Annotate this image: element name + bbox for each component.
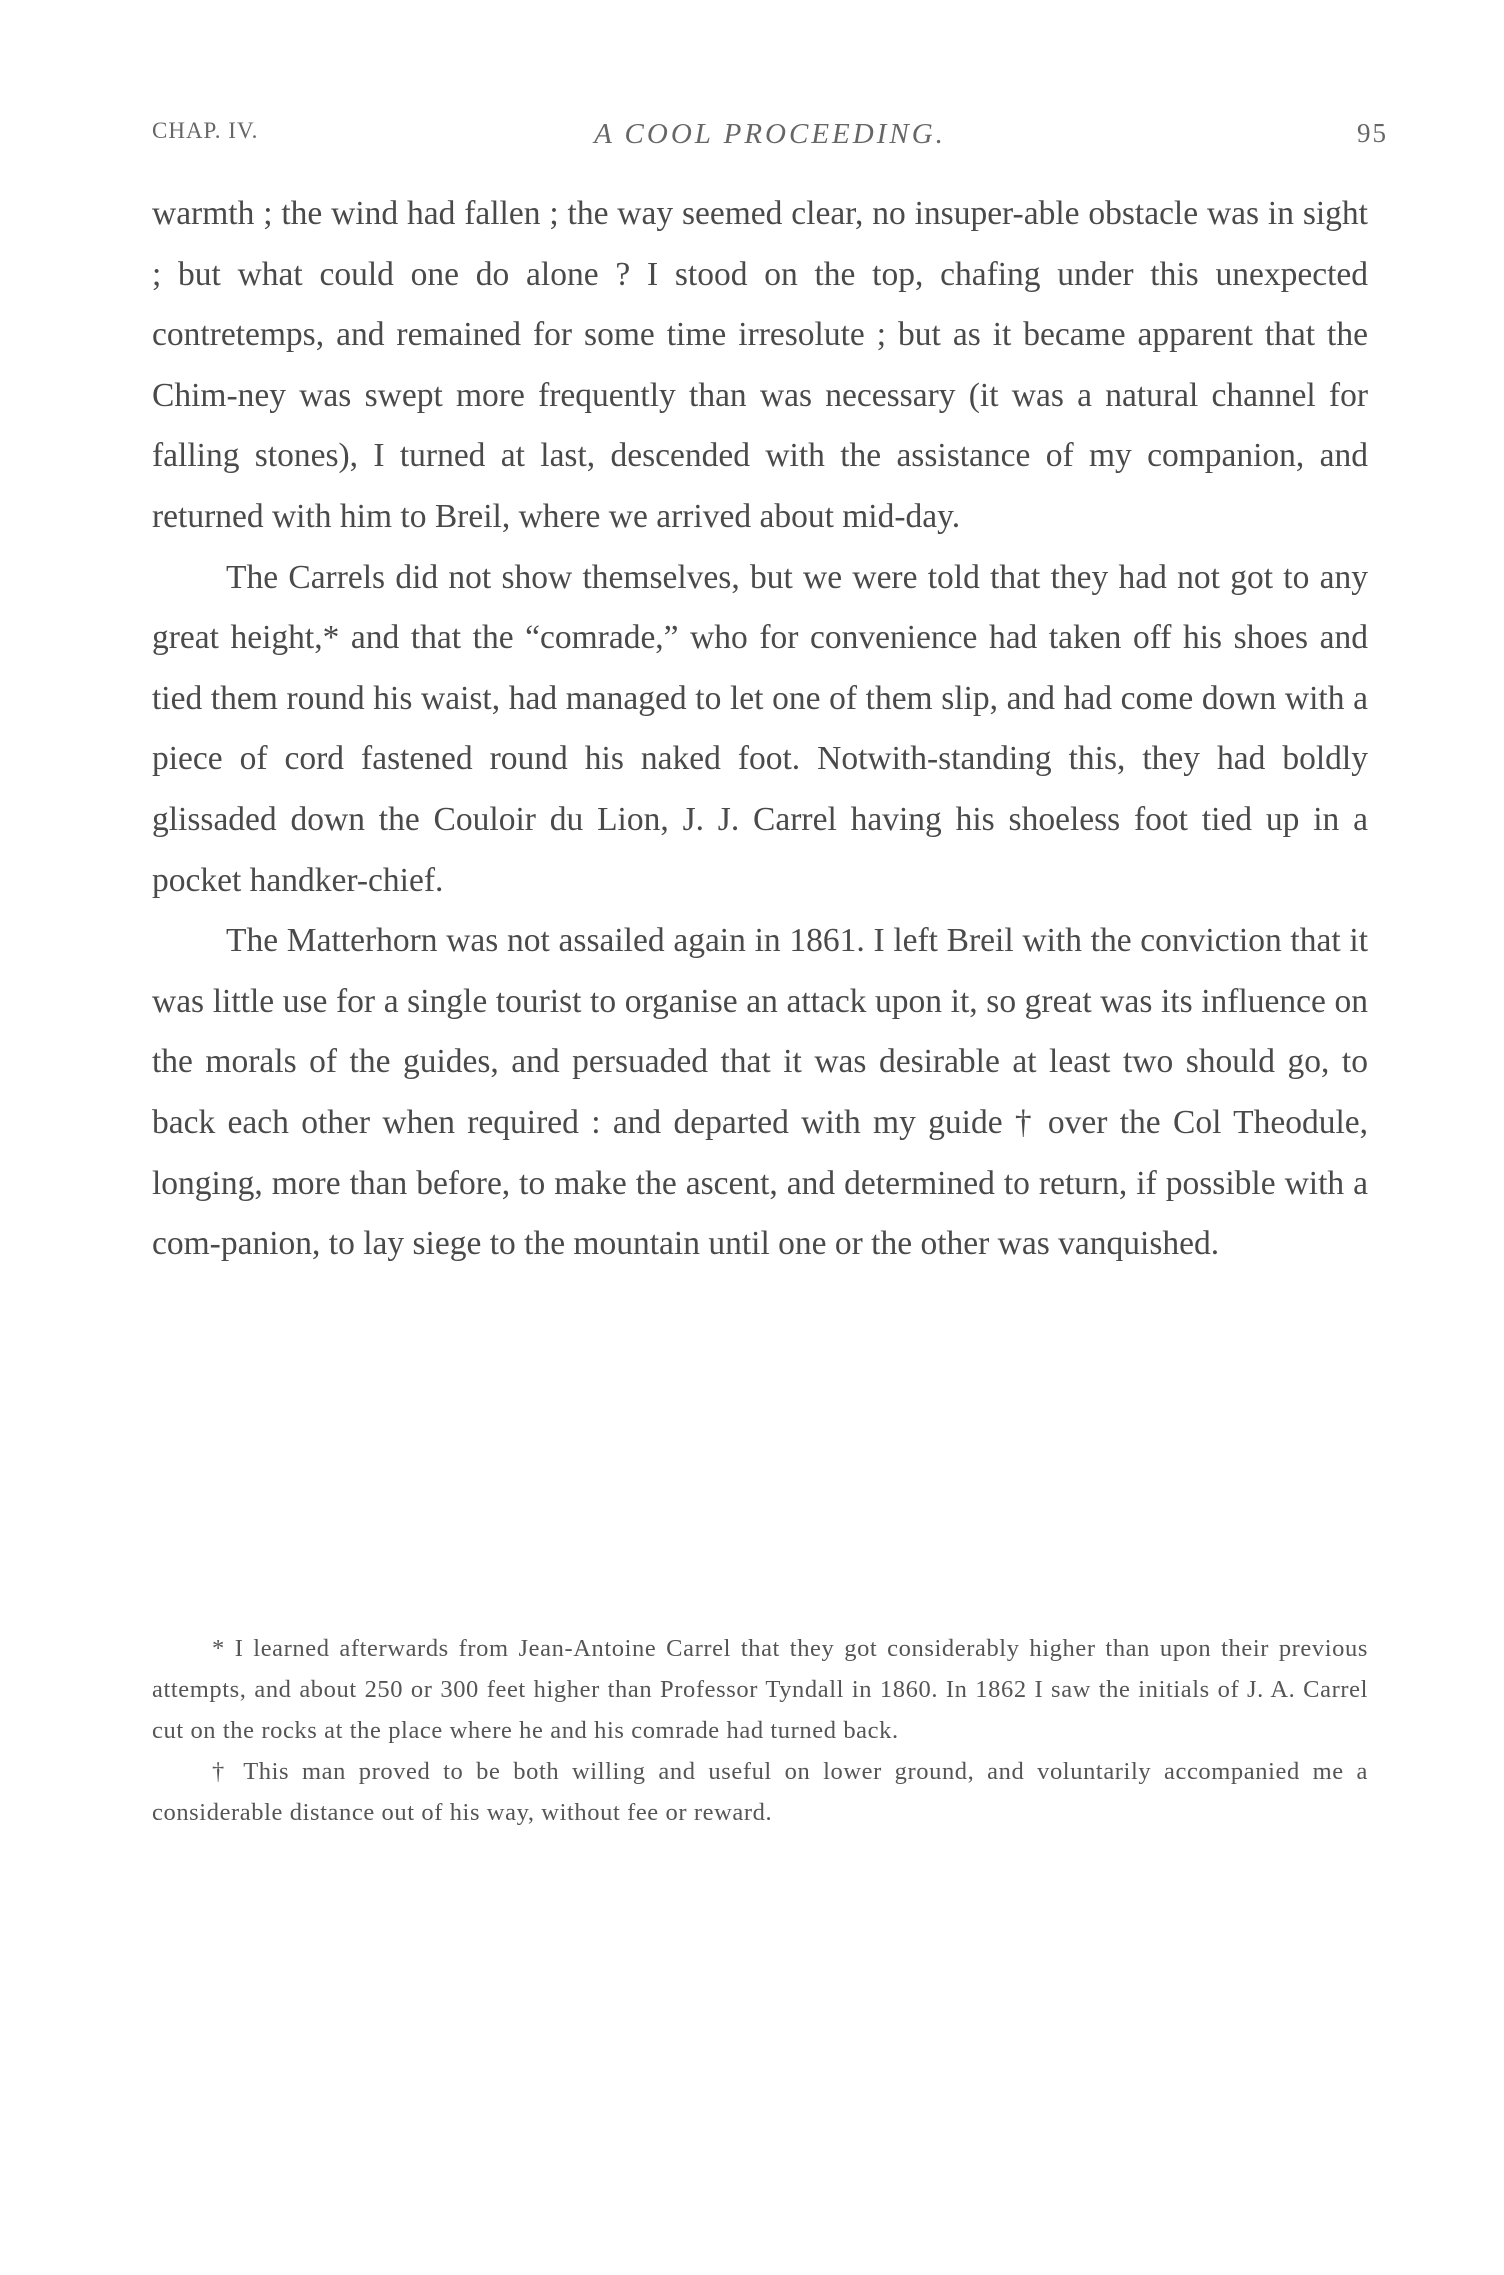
page-number: 95 <box>1357 118 1388 148</box>
paragraph: warmth ; the wind had fallen ; the way seemed clear, no insuper-able obstacle was in sight ; but what could one do alone ? I stood on the top, chafing under this unexpected contretemps, and remained for some time irresolute ; but as it became apparent that the Chim-ney was swept more frequently than was necessary (it was a natural channel for falling stones), I turned at last, descended with the assistance of my companion, and returned with him to Breil, where we arrived about mid-day. <box>152 195 1368 535</box>
body-text <box>152 184 1368 1275</box>
running-head <box>152 118 1388 158</box>
footnotes <box>152 1628 1368 1833</box>
footnote: † This man proved to be both willing and useful on lower ground, and voluntarily accompanied me a considerable distance out of his way, without fee or reward. <box>152 1758 1368 1826</box>
running-title: A COOL PROCEEDING. <box>594 118 946 150</box>
paragraph: The Matterhorn was not assailed again in 1861. I left Breil with the conviction that it was little use for a single tourist to organise an attack upon it, so great was its influence on the morals of the guides, and persuaded that it was desirable at least two should go, to back each other when required : and departed with my guide † over the Col Theodule, longing, more than before, to make the ascent, and determined to return, if possible with a com-panion, to lay siege to the mountain until one or the other was vanquished. <box>152 922 1368 1263</box>
chapter-label: CHAP. IV. <box>152 118 259 143</box>
footnote: * I learned afterwards from Jean-Antoine Carrel that they got considerably higher than upon their previous attempts, and about 250 or 300 feet higher than Professor Tyndall in 1860. In 1862 I saw the initials of J. A. Carrel cut on the rocks at the place where he and his comrade had turned back. <box>152 1635 1368 1744</box>
paragraph: The Carrels did not show themselves, but we were told that they had not got to any great height,* and that the “comrade,” who for convenience had taken off his shoes and tied them round his waist, had managed to let one of them slip, and had come down with a piece of cord fastened round his naked foot. Notwith-standing this, they had boldly glissaded down the Couloir du Lion, J. J. Carrel having his shoeless foot tied up in a pocket handker-chief. <box>152 558 1368 899</box>
